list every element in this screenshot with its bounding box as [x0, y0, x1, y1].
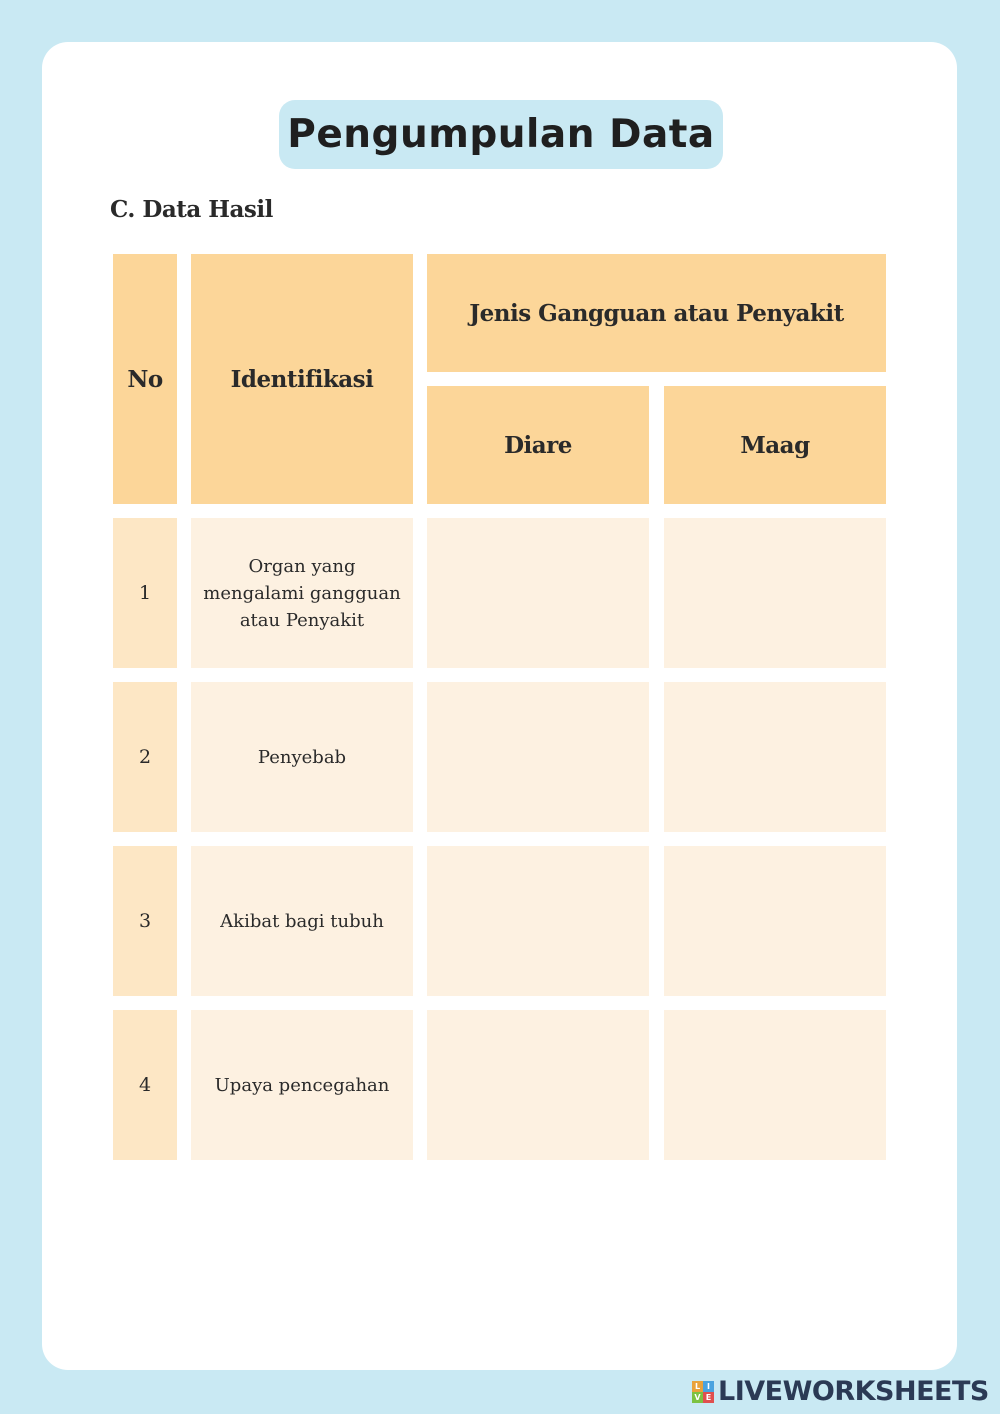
watermark-text: LIVEWORKSHEETS [718, 1376, 989, 1407]
row-identifikasi: Upaya pencegahan [191, 1010, 413, 1160]
answer-cell-maag[interactable] [664, 518, 886, 668]
logo-letter: I [703, 1381, 714, 1392]
row-number: 3 [113, 846, 177, 996]
logo-letter: V [692, 1392, 703, 1403]
header-no: No [113, 254, 177, 504]
liveworksheets-watermark [692, 1376, 989, 1407]
logo-letter: E [703, 1392, 714, 1403]
header-identifikasi: Identifikasi [191, 254, 413, 504]
answer-cell-maag[interactable] [664, 1010, 886, 1160]
row-number: 2 [113, 682, 177, 832]
liveworksheets-logo-icon [692, 1381, 714, 1403]
row-number: 1 [113, 518, 177, 668]
answer-cell-diare[interactable] [427, 1010, 649, 1160]
section-heading: C. Data Hasil [110, 196, 273, 223]
answer-cell-diare[interactable] [427, 846, 649, 996]
page-title: Pengumpulan Data [287, 112, 715, 157]
header-jenis-gangguan: Jenis Gangguan atau Penyakit [427, 254, 886, 372]
header-diare: Diare [427, 386, 649, 504]
row-number: 4 [113, 1010, 177, 1160]
answer-cell-diare[interactable] [427, 518, 649, 668]
row-identifikasi: Penyebab [191, 682, 413, 832]
answer-cell-maag[interactable] [664, 682, 886, 832]
header-maag: Maag [664, 386, 886, 504]
row-identifikasi: Organ yang mengalami gangguan atau Penyakit [191, 518, 413, 668]
answer-cell-maag[interactable] [664, 846, 886, 996]
row-identifikasi: Akibat bagi tubuh [191, 846, 413, 996]
logo-letter: L [692, 1381, 703, 1392]
title-banner [279, 100, 723, 169]
answer-cell-diare[interactable] [427, 682, 649, 832]
